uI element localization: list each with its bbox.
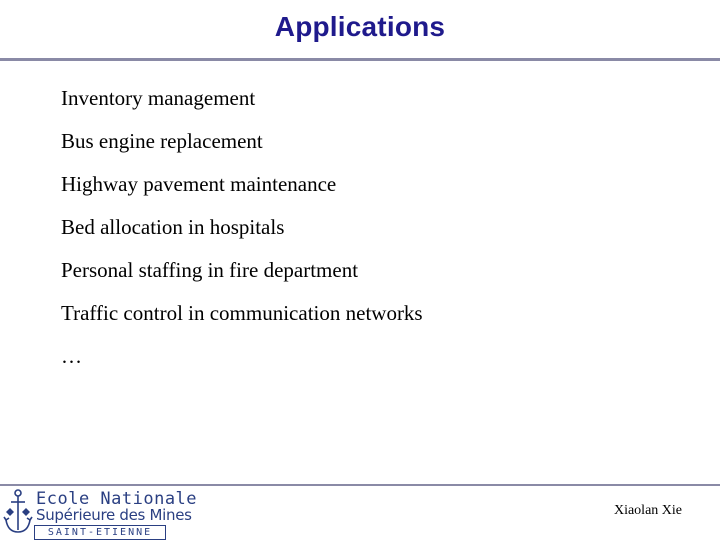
logo-text-line1: Ecole Nationale [36, 489, 198, 509]
list-item: Inventory management [61, 86, 256, 110]
school-logo [0, 486, 198, 540]
list-item: Bed allocation in hospitals [61, 215, 285, 239]
list-item: Traffic control in communication networks [61, 301, 423, 325]
anchor-emblem-icon [0, 486, 36, 540]
title-divider [0, 58, 720, 61]
list-item: Bus engine replacement [61, 129, 263, 153]
slide-title: Applications [274, 11, 446, 42]
list-item: … [61, 344, 82, 368]
author-name: Xiaolan Xie [613, 503, 682, 518]
logo-text-line2: Supérieure des Mines [36, 506, 192, 524]
list-item: Highway pavement maintenance [61, 172, 337, 196]
logo-text-line3: SAINT-ETIENNE [34, 525, 166, 540]
application-list [61, 82, 423, 383]
list-item: Personal staffing in fire department [61, 258, 359, 282]
